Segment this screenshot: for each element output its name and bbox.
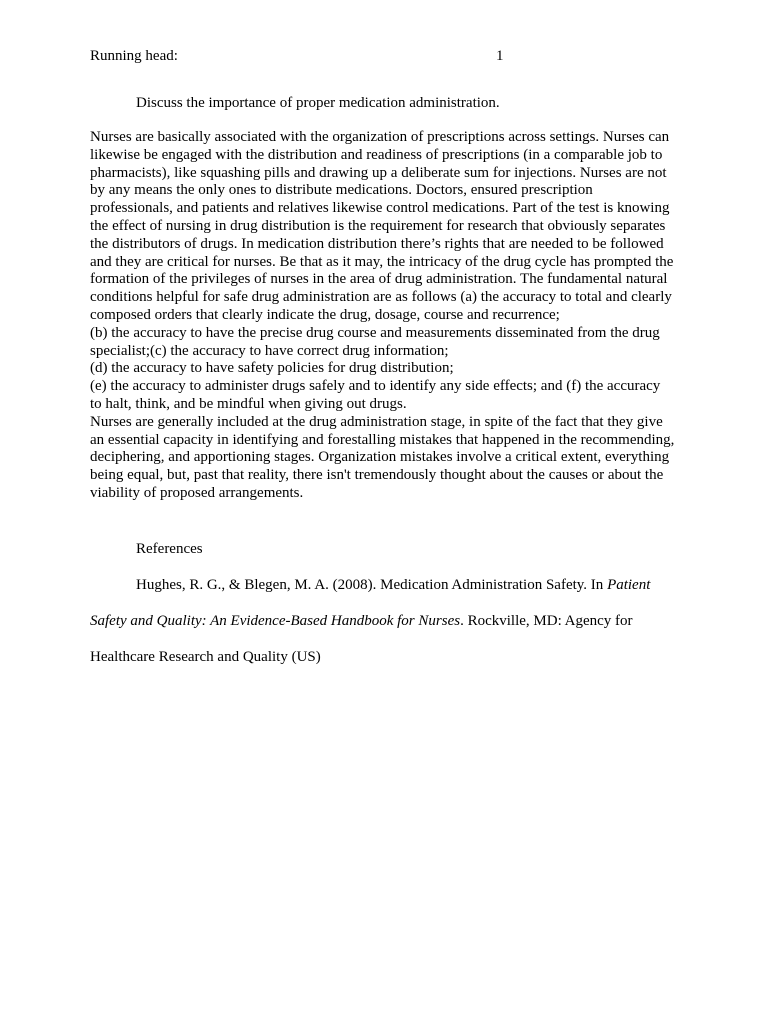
body-line: Nurses are generally included at the drug administration stage, in spite of the fact that they give	[90, 413, 663, 430]
body-line: (b) the accuracy to have the precise drug course and measurements disseminated from the drug	[90, 324, 660, 341]
reference-authors-title: Hughes, R. G., & Blegen, M. A. (2008). Medication Administration Safety. In	[136, 577, 608, 593]
reference-line	[90, 603, 690, 639]
body-line: conditions helpful for safe drug administration are as follows (a) the accuracy to total and clearly	[90, 289, 672, 306]
reference-publisher: . Rockville, MD: Agency for	[460, 613, 633, 629]
body-line: and they are critical for nurses. Be that as it may, the intricacy of the drug cycle has prompted the	[90, 253, 674, 270]
body-line: professionals, and patients and relatives likewise control medications. Part of the test is knowing	[90, 200, 670, 217]
body-line: (e) the accuracy to administer drugs safely and to identify any side effects; and (f) the accuracy	[90, 378, 661, 395]
body-line: being equal, but, past that reality, there isn't tremendously thought about the causes or about the	[90, 467, 664, 484]
body-line: composed orders that clearly indicate the drug, dosage, course and recurrence;	[90, 306, 560, 323]
essay-prompt: Discuss the importance of proper medication administration.	[136, 95, 500, 111]
body-line: deciphering, and apportioning stages. Organization mistakes involve a critical extent, everything	[90, 449, 670, 466]
body-line: pharmacists), like squashing pills and drawing up a deliberate sum for injections. Nurses are not	[90, 164, 667, 181]
page-number: 1	[496, 48, 504, 64]
body-line: to halt, think, and be mindful when giving out drugs.	[90, 395, 407, 412]
reference-line: Healthcare Research and Quality (US)	[90, 649, 321, 665]
reference-book-title-end: Safety and Quality: An Evidence-Based Handbook for Nurses	[90, 613, 461, 629]
running-head: Running head:	[90, 48, 178, 64]
body-line: by any means the only ones to distribute medications. Doctors, ensured prescription	[90, 182, 593, 199]
reference-entry	[90, 567, 690, 675]
page-header	[90, 46, 680, 66]
references-heading: References	[136, 541, 203, 557]
body-line: Nurses are basically associated with the organization of prescriptions across settings. Nurses can	[90, 129, 670, 145]
body-line: an essential capacity in identifying and forestalling mistakes that happened in the recommending,	[90, 431, 675, 448]
body-line: viability of proposed arrangements.	[90, 484, 304, 501]
body-paragraphs	[90, 129, 690, 503]
body-line: the distributors of drugs. In medication distribution there’s rights that are needed to be followed	[90, 235, 664, 252]
reference-line	[90, 567, 690, 603]
body-line: formation of the privileges of nurses in the area of drug administration. The fundamental natural	[90, 271, 668, 288]
body-line: likewise be engaged with the distribution and readiness of prescriptions (in a comparable job to	[90, 146, 663, 163]
body-line: (d) the accuracy to have safety policies for drug distribution;	[90, 360, 454, 377]
reference-book-title-start: Patient	[607, 577, 651, 593]
body-line: the effect of nursing in drug distribution is the requirement for research that obviously separates	[90, 217, 666, 234]
body-line: specialist;(c) the accuracy to have correct drug information;	[90, 342, 449, 359]
